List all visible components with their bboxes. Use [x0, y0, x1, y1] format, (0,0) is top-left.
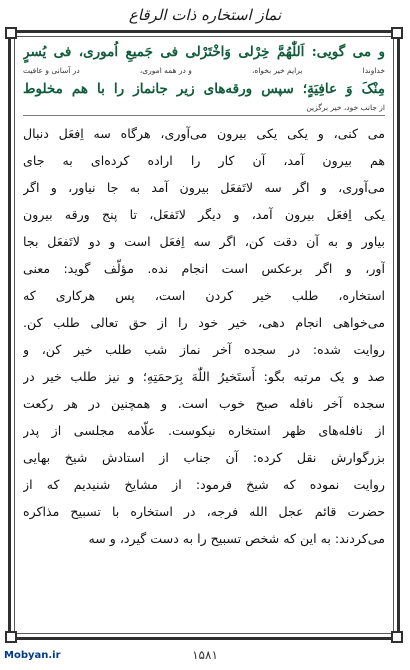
body-line: می‌کردند: به این که شخص تسبیح را به دست گیرد، و سه: [88, 531, 385, 546]
gloss-word: و در همه اموری،: [139, 66, 192, 75]
page-frame: [8, 30, 400, 640]
body-line: می‌خواهی انجام دهی، خیر خود را از حق تعالی طلب کن.: [23, 315, 385, 330]
page-title: نماز استخاره ذات الرقاع: [128, 6, 282, 24]
verse-gloss-1: [23, 66, 385, 76]
frame-corner-ornament: [5, 27, 17, 39]
body-line: روایت شده: در سجده آخر نماز شب طلب خیر کن، و: [23, 342, 385, 357]
gloss-word: خداوندا: [362, 66, 385, 75]
body-line: حضرت قائم عجل الله فرجه، در استخاره با تسبیح مذاکره: [23, 504, 385, 519]
body-line: استخاره، طلب خیر کردن است، پس هرکاری که: [23, 288, 385, 303]
frame-corner-ornament: [5, 631, 17, 643]
body-line: از نافله‌های ظهر استخاره نیکوست. علّامه مجلسی از پدر: [23, 423, 385, 438]
page-number: ۱۵۸۱: [192, 648, 218, 662]
body-line: یکی اِفعَل بیرون آمد، و دیگر لاتَفعَل، تا پنج ورقه بیرون: [23, 207, 385, 222]
body-line: هم بیرون آمد، آن کار را اراده کرده‌ای به جای: [23, 153, 385, 168]
divider: [23, 115, 385, 116]
body-line: می‌آوری، و اگر سه لاتَفعَل بیرون آمد به جا نیاور، و اگر: [23, 180, 385, 195]
body-line: بزرگوارش نقل کرده: آن جناب از استادش شیخ بهایی: [23, 450, 385, 465]
body-line: می کنی، و یکی یکی بیرون می‌آوری، هرگاه سه اِفعَل دنبال: [23, 126, 385, 141]
body-line: روایت نموده که شیخ فرمود: از مشایخ شنیدیم که از: [23, 477, 385, 492]
body-line: صد و یک مرتبه بگو: أَستَخیرُ اللّٰهَ بِرَحمَتِهِ؛ و نیز طلب خیر در: [23, 369, 385, 384]
verse-line-2: مِنْکَ وَ عافِیَةٍ؛ سپس ورقه‌های زیر جانماز را با هم مخلوط: [23, 81, 385, 97]
gloss-word: در آسانی و عافیت: [23, 66, 80, 75]
frame-corner-ornament: [391, 631, 403, 643]
body-line: سجده آخر نافله صبح خوب است. و همچنین در هر رکعت: [23, 396, 385, 411]
verse-line-1: و می گویی: اَللّٰهُمَّ خِرْلی وَاخْتَرْلی فی جَمیعِ اُموری، فی یُسرٍ: [23, 44, 385, 60]
gloss-word: از جانب خود، خیر برگزین: [306, 103, 385, 112]
body-line: بیاور و به آن دقت کن، اگر سه اِفعَل است و دو لاتَفعَل بجا: [23, 234, 385, 249]
page-content: [23, 39, 385, 631]
frame-corner-ornament: [391, 27, 403, 39]
body-line: آور، و اگر برعکس است انجام نده. مؤلّف گوید: معنی: [23, 261, 385, 276]
gloss-word: برایم خیر بخواه،: [252, 66, 303, 75]
verse-gloss-2: [23, 103, 385, 113]
site-watermark: Mobyan.ir: [4, 650, 61, 661]
